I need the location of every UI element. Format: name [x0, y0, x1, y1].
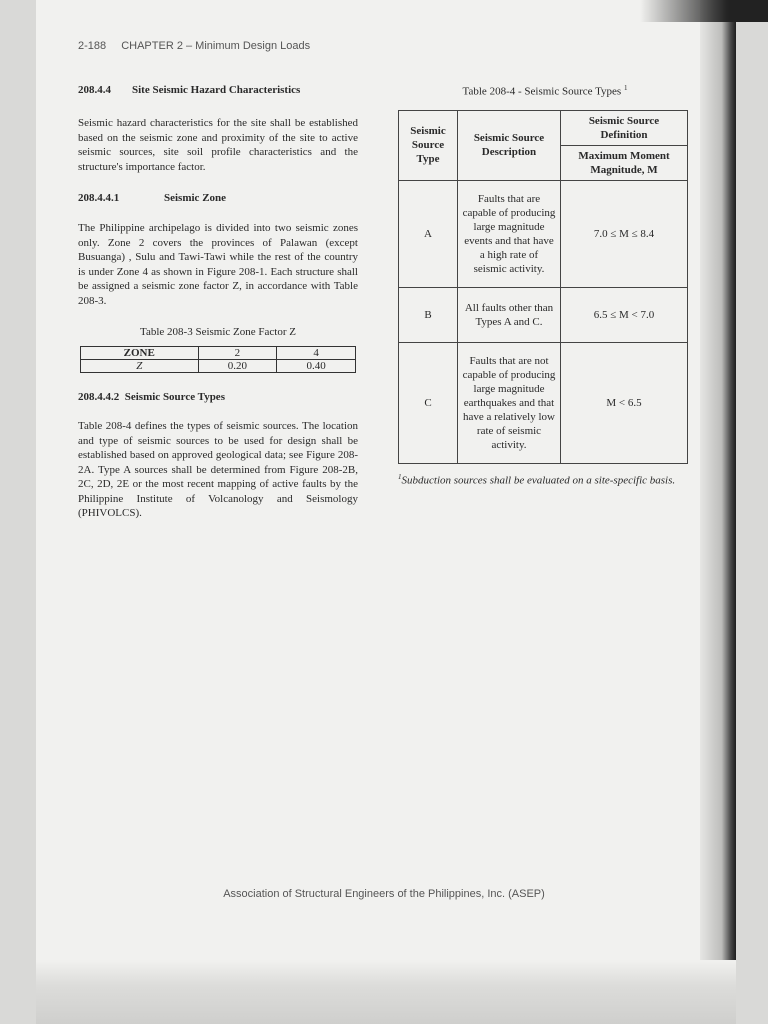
section-number: 208.4.4.2	[78, 391, 120, 403]
source-type-cell: A	[399, 180, 458, 287]
source-type-cell: C	[399, 342, 458, 463]
section-heading-208444	[78, 84, 358, 96]
source-type-cell: B	[399, 287, 458, 342]
section-heading-2084442	[78, 391, 358, 403]
table-row	[399, 342, 688, 463]
page-number: 2-188	[78, 40, 107, 52]
source-description-cell: Faults that are capable of producing large magnitude events and that have a high rate of seismic activity.	[458, 180, 561, 287]
page-bottom-edge	[36, 960, 736, 1024]
table-row	[399, 180, 688, 287]
magnitude-cell: M < 6.5	[561, 342, 688, 463]
table-208-4	[398, 110, 688, 464]
source-description-cell: Faults that are not capable of producing large magnitude earthquakes and that have a relatively low rate of seismic activity.	[458, 342, 561, 463]
right-column	[398, 84, 692, 488]
section-title: Seismic Source Types	[124, 391, 225, 403]
section-heading-2084441	[78, 192, 358, 204]
z-label-cell: Z	[81, 360, 199, 373]
zone-cell: 2	[198, 347, 277, 360]
header-max-magnitude: Maximum Moment Magnitude, M	[561, 145, 688, 180]
factor-cell: 0.20	[198, 360, 277, 373]
table-row	[81, 360, 356, 373]
chapter-title: CHAPTER 2 – Minimum Design Loads	[121, 40, 311, 52]
section-title: Seismic Zone	[164, 192, 227, 204]
table-208-4-caption	[398, 84, 692, 98]
page-footer: Association of Structural Engineers of the Philippines, Inc. (ASEP)	[223, 888, 545, 900]
factor-cell: 0.40	[277, 360, 356, 373]
header-source-description: Seismic Source Description	[458, 110, 561, 180]
section-title: Site Seismic Hazard Characteristics	[132, 84, 301, 96]
left-column	[78, 84, 358, 521]
table-208-4-footnote	[398, 470, 692, 489]
table-208-3-caption: Table 208-3 Seismic Zone Factor Z	[140, 326, 296, 338]
running-header	[78, 40, 310, 52]
table-header-row	[399, 110, 688, 145]
section-body-208444: Seismic hazard characteristics for the site shall be established based on the seismic zone and proximity of the site to active seismic sources, site soil profile characteristics and the structure's importance factor.	[78, 117, 358, 173]
page-corner-shadow	[640, 0, 768, 22]
header-source-definition: Seismic Source Definition	[561, 110, 688, 145]
table-row	[399, 287, 688, 342]
section-body-2084442: Table 208-4 defines the types of seismic sources. The location and type of seismic sources to be used for design shall be established based on approved geological data; see Figure 208-2A. Type A sources shall be determined from Figure 208-2B, 2C, 2D, 2E or the most recent mapping of active faults by the Philippine Institute of Volcanology and Seismology (PHIVOLCS).	[78, 420, 358, 519]
section-number: 208.4.4	[78, 84, 111, 96]
magnitude-cell: 7.0 ≤ M ≤ 8.4	[561, 180, 688, 287]
section-number: 208.4.4.1	[78, 192, 120, 204]
zone-label-cell: ZONE	[81, 347, 199, 360]
footnote-text: Subduction sources shall be evaluated on a site-specific basis.	[401, 474, 676, 487]
table-208-3	[80, 346, 356, 373]
caption-text: Table 208-4 - Seismic Source Types	[462, 85, 622, 98]
header-source-type: Seismic Source Type	[399, 110, 458, 180]
footnote-mark: 1	[398, 472, 402, 481]
caption-note-mark: 1	[623, 84, 628, 92]
zone-cell: 4	[277, 347, 356, 360]
section-body-2084441: The Philippine archipelago is divided into two seismic zones only. Zone 2 covers the provinces of Palawan (except Busuanga) , Sulu and Tawi-Tawi while the rest of the country is under Zone 4 as shown in Figure 208-1. Each structure shall be assigned a seismic zone factor Z, in accordance with Table 208-3.	[78, 222, 358, 307]
book-spine-shadow	[700, 0, 736, 1024]
source-description-cell: All faults other than Types A and C.	[458, 287, 561, 342]
magnitude-cell: 6.5 ≤ M < 7.0	[561, 287, 688, 342]
table-row	[81, 347, 356, 360]
